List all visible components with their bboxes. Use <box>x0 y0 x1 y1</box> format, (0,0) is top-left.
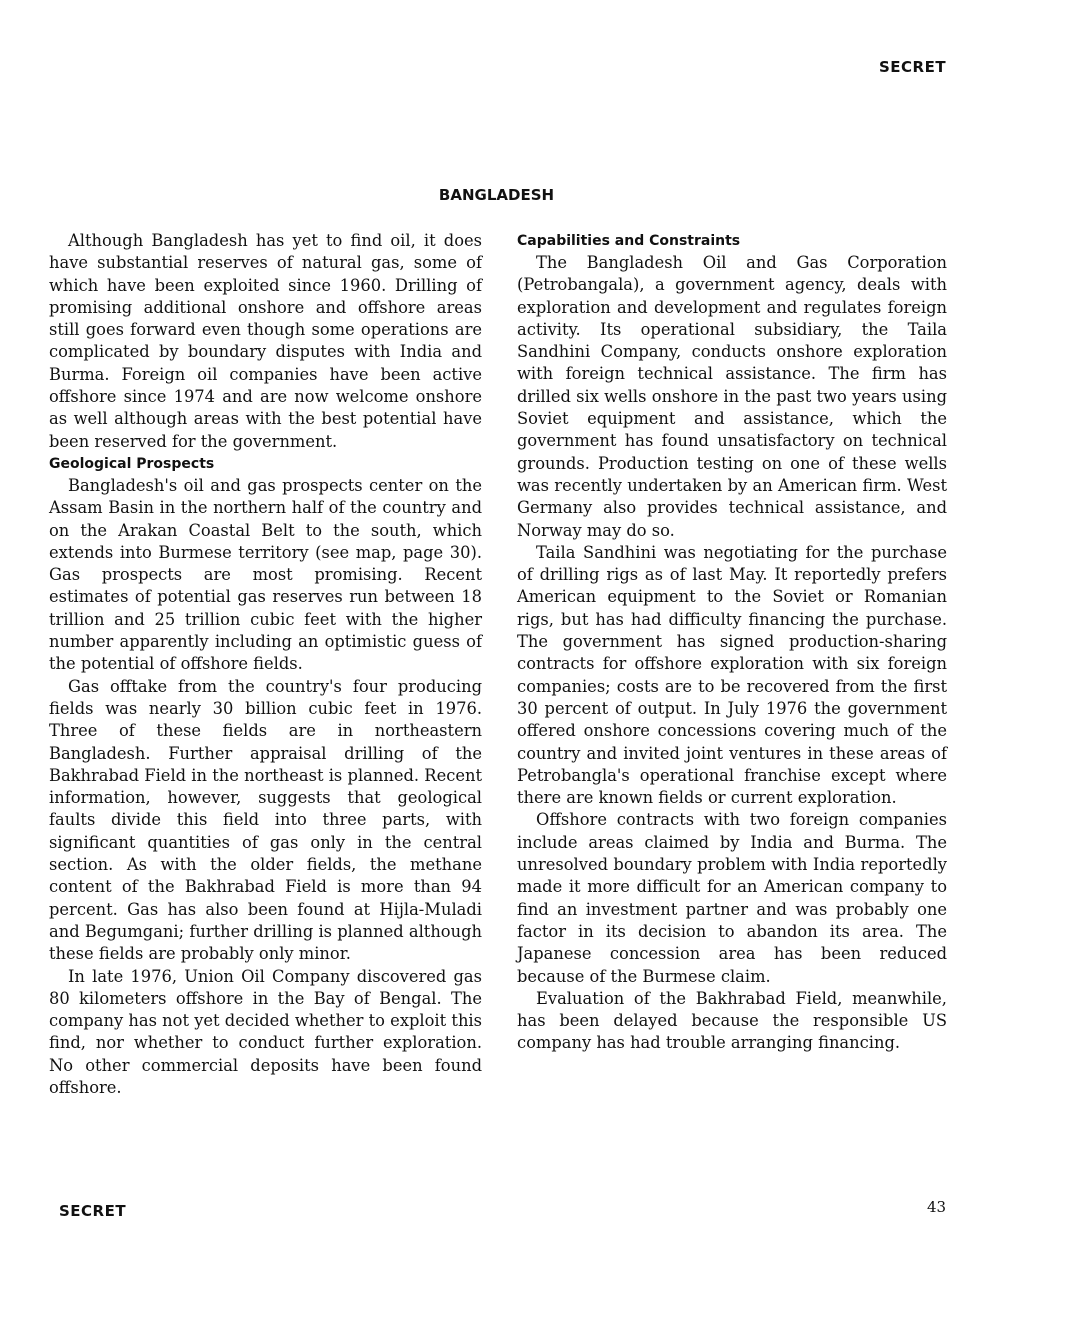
classification-marking-bottom: SECRET <box>59 1202 127 1220</box>
section-heading-geological-prospects: Geological Prospects <box>49 455 215 472</box>
document-title <box>0 186 1067 204</box>
paragraph-geological-2: Gas offtake from the country's four producing fields was nearly 30 billion cubic feet in 1976. Three of these fields are in northeastern Bangladesh. Further appraisal drilling of the Bakhrabad Field in the northeast is planned. Recent information, however, suggests that geological faults divide this field into three parts, with significant quantities of gas only in the central section. As with the older fields, the methane content of the Bakhrabad Field is more than 94 percent. Gas has also been found at Hijla-Muladi and Begumgani; further drilling is planned although these fields are probably only minor. <box>49 676 482 964</box>
document-title-text: BANGLADESH <box>438 186 555 204</box>
right-column <box>517 230 947 1055</box>
classification-marking-top: SECRET <box>879 58 947 76</box>
section-heading-capabilities-constraints: Capabilities and Constraints <box>517 233 741 249</box>
paragraph-geological-3: In late 1976, Union Oil Company discovered gas 80 kilometers offshore in the Bay of Bengal. The company has not yet decided whether to exploit this find, nor whether to conduct further exploration. No other commercial deposits have been found offshore. <box>49 966 482 1097</box>
paragraph-geological-1: Bangladesh's oil and gas prospects center on the Assam Basin in the northern half of the country and on the Arakan Coastal Belt to the south, which extends into Burmese territory (see map, page 30). Gas prospects are most promising. Recent estimates of potential gas reserves run between 18 trillion and 25 trillion cubic feet with the higher number apparently including an optimistic guess of the potential of offshore fields. <box>49 475 482 674</box>
paragraph-capabilities-3: Offshore contracts with two foreign companies include areas claimed by India and Burma. The unresolved boundary problem with India reportedly made it more difficult for an American company to find an investment partner and was probably one factor in its decision to abandon its area. The Japanese concession area has been reduced because of the Burmese claim. <box>517 810 947 986</box>
paragraph-capabilities-1: The Bangladesh Oil and Gas Corporation (Petrobangala), a government agency, deals with exploration and development and regulates foreign activity. Its operational subsidiary, the Taila Sandhini Company, conducts onshore exploration with foreign technical assistance. The firm has drilled six wells onshore in the past two years using Soviet equipment and assistance, which the government has found unsatisfactory on technical grounds. Production testing on one of these wells was recently undertaken by an American firm. West Germany also provides technical assistance, and Norway may do so. <box>517 253 947 540</box>
paragraph-capabilities-2: Taila Sandhini was negotiating for the purchase of drilling rigs as of last May. It reportedly prefers American equipment to the Soviet or Romanian rigs, but has had difficulty financing the purchase. The government has signed production-sharing contracts for offshore exploration with six foreign companies; costs are to be recovered from the first 30 percent of output. In July 1976 the government offered onshore concessions covering much of the country and invited joint ventures in these areas of Petrobangla's operational franchise except where there are known fields or current exploration. <box>517 542 947 808</box>
paragraph-capabilities-4: Evaluation of the Bakhrabad Field, meanwhile, has been delayed because the responsible US company has had trouble arranging financing. <box>517 988 947 1053</box>
intro-paragraph: Although Bangladesh has yet to find oil, it does have substantial reserves of natural gas, some of which have been exploited since 1960. Drilling of promising additional onshore and offshore areas still goes forward even though some operations are complicated by boundary disputes with India and Burma. Foreign oil companies have been active offshore since 1974 and are now welcome onshore as well although areas with the best potential have been reserved for the government. <box>49 231 482 451</box>
page-number: 43 <box>927 1198 947 1216</box>
left-column <box>49 230 482 1099</box>
